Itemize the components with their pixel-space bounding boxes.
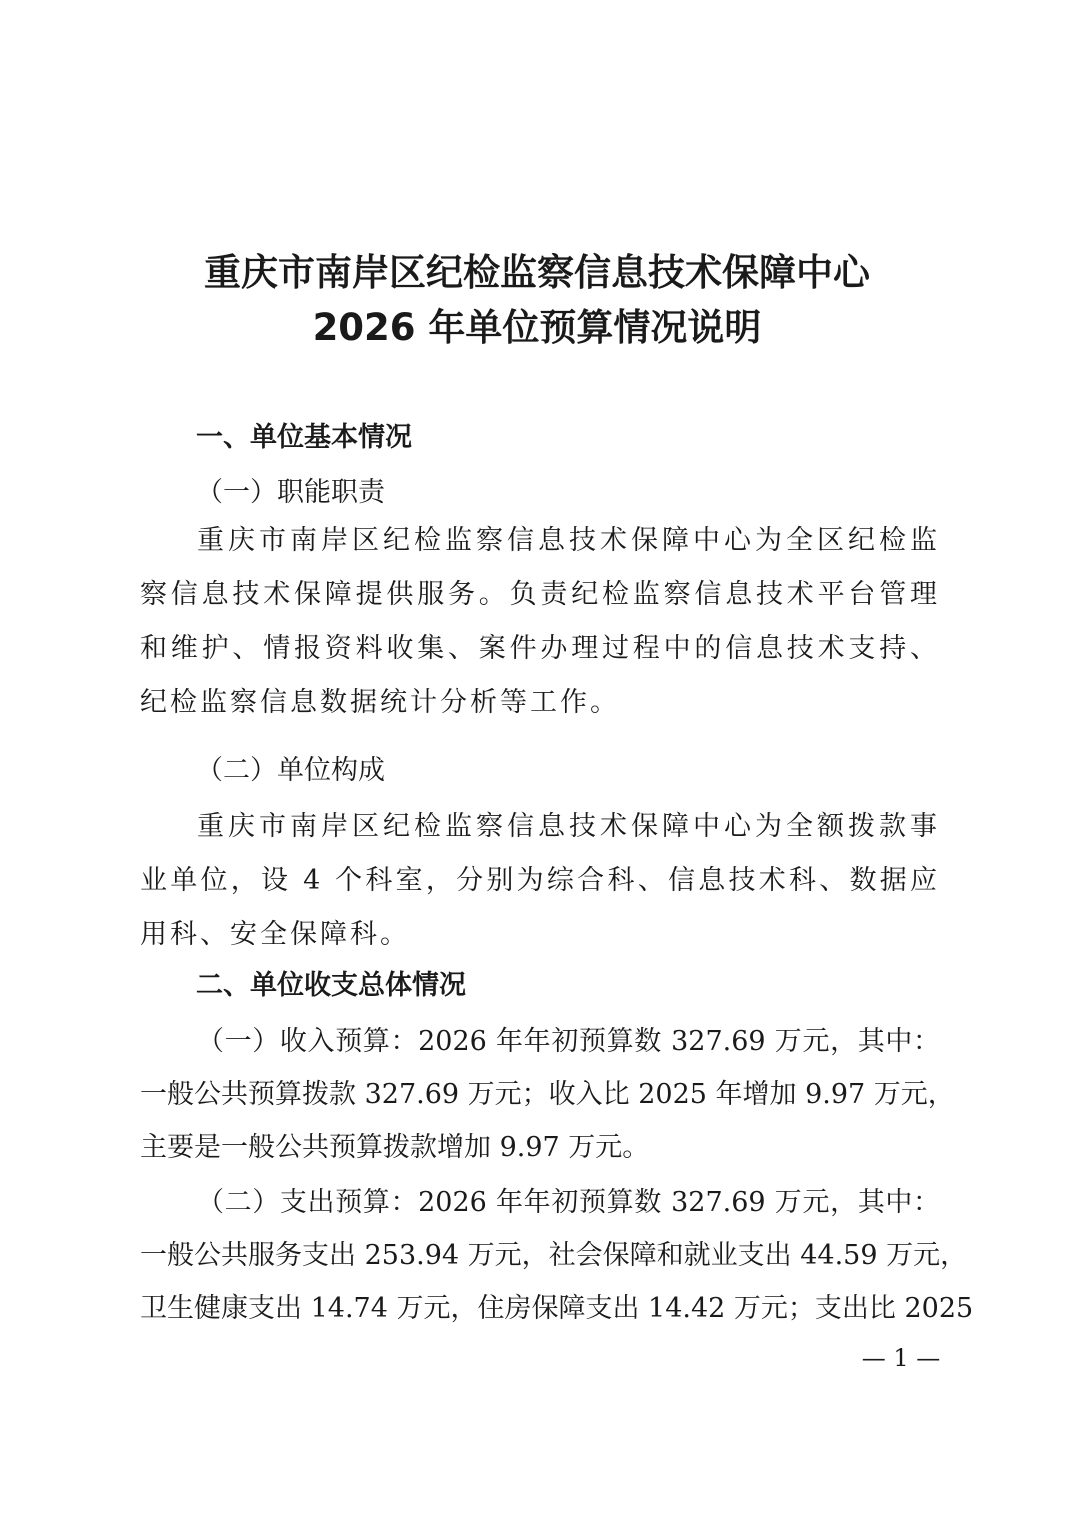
section-1-sub-1-heading: （一）职能职责: [196, 477, 385, 508]
income-line-3: 主要是一般公共预算拨款增加 9.97 万元。: [140, 1132, 650, 1163]
expense-line-3: 卫生健康支出 14.74 万元，住房保障支出 14.42 万元；支出比 2025: [140, 1293, 974, 1324]
page-number: — 1 —: [861, 1344, 941, 1372]
section-1-heading: 一、单位基本情况: [196, 422, 412, 453]
income-line-1: （一）收入预算：2026 年年初预算数 327.69 万元，其中：: [197, 1026, 940, 1057]
section-2-heading: 二、单位收支总体情况: [196, 970, 466, 1001]
document-title-line-1: 重庆市南岸区纪检监察信息技术保障中心: [204, 251, 870, 294]
section-1-sub-1-paragraph: 重庆市南岸区纪检监察信息技术保障中心为全区纪检监察信息技术保障提供服务。负责纪检监察信息技术平台管理和维护、情报资料收集、案件办理过程中的信息技术支持、纪检监察信息数据统计分析等工作。: [140, 525, 940, 718]
section-1-sub-2-paragraph: 重庆市南岸区纪检监察信息技术保障中心为全额拨款事业单位，设 4 个科室，分别为综合科、信息技术科、数据应用科、安全保障科。: [140, 811, 940, 950]
section-1-sub-2-heading: （二）单位构成: [196, 755, 385, 786]
document-title-line-2: 2026 年单位预算情况说明: [312, 306, 762, 349]
income-line-2: 一般公共预算拨款 327.69 万元；收入比 2025 年增加 9.97 万元，: [140, 1079, 955, 1110]
expense-line-1: （二）支出预算：2026 年年初预算数 327.69 万元，其中：: [197, 1187, 940, 1218]
expense-line-2: 一般公共服务支出 253.94 万元，社会保障和就业支出 44.59 万元，: [140, 1240, 968, 1271]
